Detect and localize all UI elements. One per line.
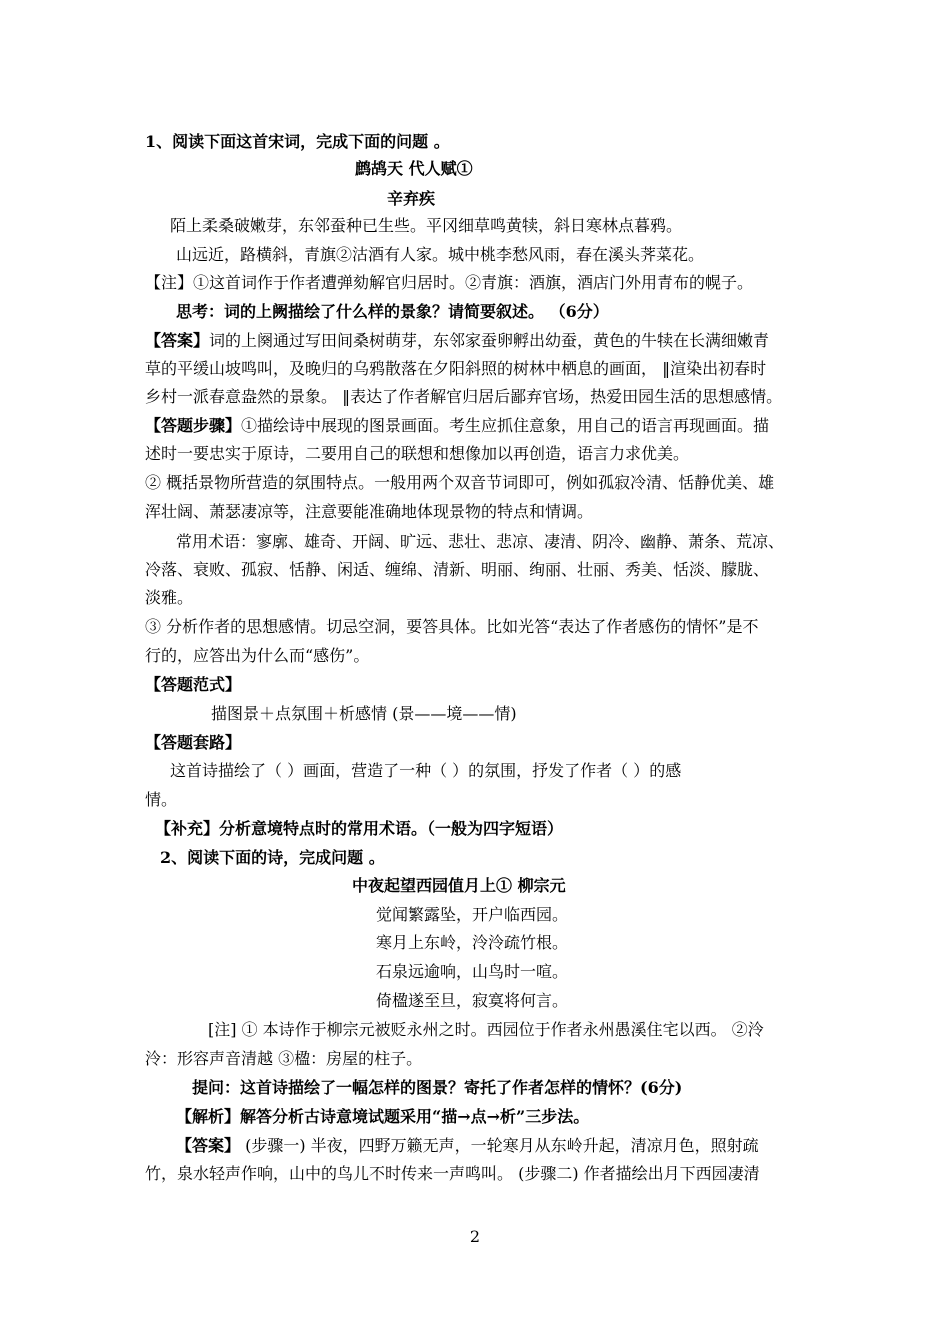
page-number: 2	[469, 1227, 481, 1246]
route-line: 这首诗描绘了（ ）画面，营造了一种（ ）的氛围，抒发了作者（ ）的感	[170, 761, 682, 780]
answer-line: 草的平缓山坡鸣叫，及晚归的乌鸦散落在夕阳斜照的树林中栖息的画面， ‖渲染出初春时	[145, 359, 767, 378]
poem2-line: 觉闻繁露坠，开户临西园。	[376, 905, 569, 924]
poem-note: 【注】①这首词作于作者遭弹劾解官归居时。②青旗：酒旗，酒店门外用青布的幌子。	[145, 273, 754, 292]
poem-line: 陌上柔桑破嫩芽，东邻蚕种已生些。平冈细草鸣黄犊，斜日寒林点暮鸦。	[170, 216, 683, 235]
route-line: 情。	[145, 790, 178, 809]
steps-line: 浑壮阔、萧瑟凄凉等，注意要能准确地体现景物的特点和情调。	[145, 502, 594, 521]
steps-line: ② 概括景物所营造的氛围特点。一般用两个双音节词即可，例如孤寂冷清、恬静优美、雄	[145, 473, 775, 492]
poem2-note: [注] ① 本诗作于柳宗元被贬永州之时。西园位于作者永州愚溪住宅以西。 ②泠	[208, 1020, 764, 1039]
terms-line: 淡雅。	[145, 588, 194, 607]
question1-prompt: 思考：词的上阙描绘了什么样的景象？请简要叙述。 （6分）	[176, 302, 609, 321]
terms-line: 常用术语：寥廓、雄奇、开阔、旷远、悲壮、悲凉、凄清、阴冷、幽静、萧条、荒凉、	[176, 532, 785, 551]
format-text: 描图景＋点氛围＋析感情 (景——境——情)	[211, 704, 517, 723]
answer-line: 乡村一派春意盎然的景象。 ‖表达了作者解官归居后鄙弃官场，热爱田园生活的思想感情。	[145, 387, 783, 406]
steps-text: ①描绘诗中展现的图景画面。考生应抓住意象，用自己的语言再现画面。描	[241, 416, 770, 435]
poem2-line: 石泉远逾响，山鸟时一喧。	[376, 962, 569, 981]
question2-heading: 2、阅读下面的诗，完成问题 。	[160, 848, 385, 867]
answer-label: 【答案】	[145, 331, 210, 350]
steps-paragraph	[145, 416, 769, 436]
poem2-line: 倚楹遂至旦，寂寞将何言。	[376, 991, 569, 1010]
poem-line: 山远近，路横斜，青旗②沽酒有人家。城中桃李愁风雨，春在溪头荠菜花。	[176, 245, 705, 264]
answer2-line: 竹，泉水轻声作响，山中的鸟儿不时传来一声鸣叫。 (步骤二) 作者描绘出月下西园凄清	[145, 1164, 760, 1183]
steps-line: 述时一要忠实于原诗，二要用自己的联想和想像加以再创造，语言力求优美。	[145, 444, 690, 463]
format-label: 【答题范式】	[145, 675, 242, 694]
analysis: 【解析】解答分析古诗意境试题采用“描→点→析”三步法。	[176, 1107, 590, 1126]
answer2-label: 【答案】	[176, 1136, 241, 1155]
answer2-paragraph	[176, 1136, 759, 1156]
poem2-title: 中夜起望西园值月上① 柳宗元	[352, 876, 566, 895]
answer2-text: (步骤一) 半夜，四野万籁无声，一轮寒月从东岭升起，清凉月色，照射疏	[240, 1136, 759, 1155]
supplement: 【补充】分析意境特点时的常用术语。（一般为四字短语）	[155, 819, 564, 838]
poem2-line: 寒月上东岭，泠泠疏竹根。	[376, 933, 569, 952]
terms-line: 冷落、衰败、孤寂、恬静、闲适、缠绵、清新、明丽、绚丽、壮丽、秀美、恬淡、朦胧、	[145, 560, 770, 579]
poem-title: 鹧鸪天 代人赋①	[355, 159, 473, 178]
route-label: 【答题套路】	[145, 733, 242, 752]
step3-line: 行的，应答出为什么而“感伤”。	[145, 646, 370, 665]
step3-line: ③ 分析作者的思想感情。切忌空洞，要答具体。比如光答“表达了作者感伤的情怀”是不	[145, 617, 759, 636]
question1-heading: 1、阅读下面这首宋词，完成下面的问题 。	[145, 132, 450, 151]
steps-label: 【答题步骤】	[145, 416, 242, 435]
question2-prompt: 提问：这首诗描绘了一幅怎样的图景？寄托了作者怎样的情怀？(6分)	[192, 1078, 683, 1097]
poem2-note: 泠：形容声音清越 ③楹：房屋的柱子。	[145, 1049, 423, 1068]
answer-paragraph	[145, 331, 769, 351]
answer-text: 词的上阕通过写田间桑树萌芽，东邻家蚕卵孵出幼蚕，黄色的牛犊在长满细嫩青	[209, 331, 770, 350]
poem-author: 辛弃疾	[387, 189, 436, 208]
